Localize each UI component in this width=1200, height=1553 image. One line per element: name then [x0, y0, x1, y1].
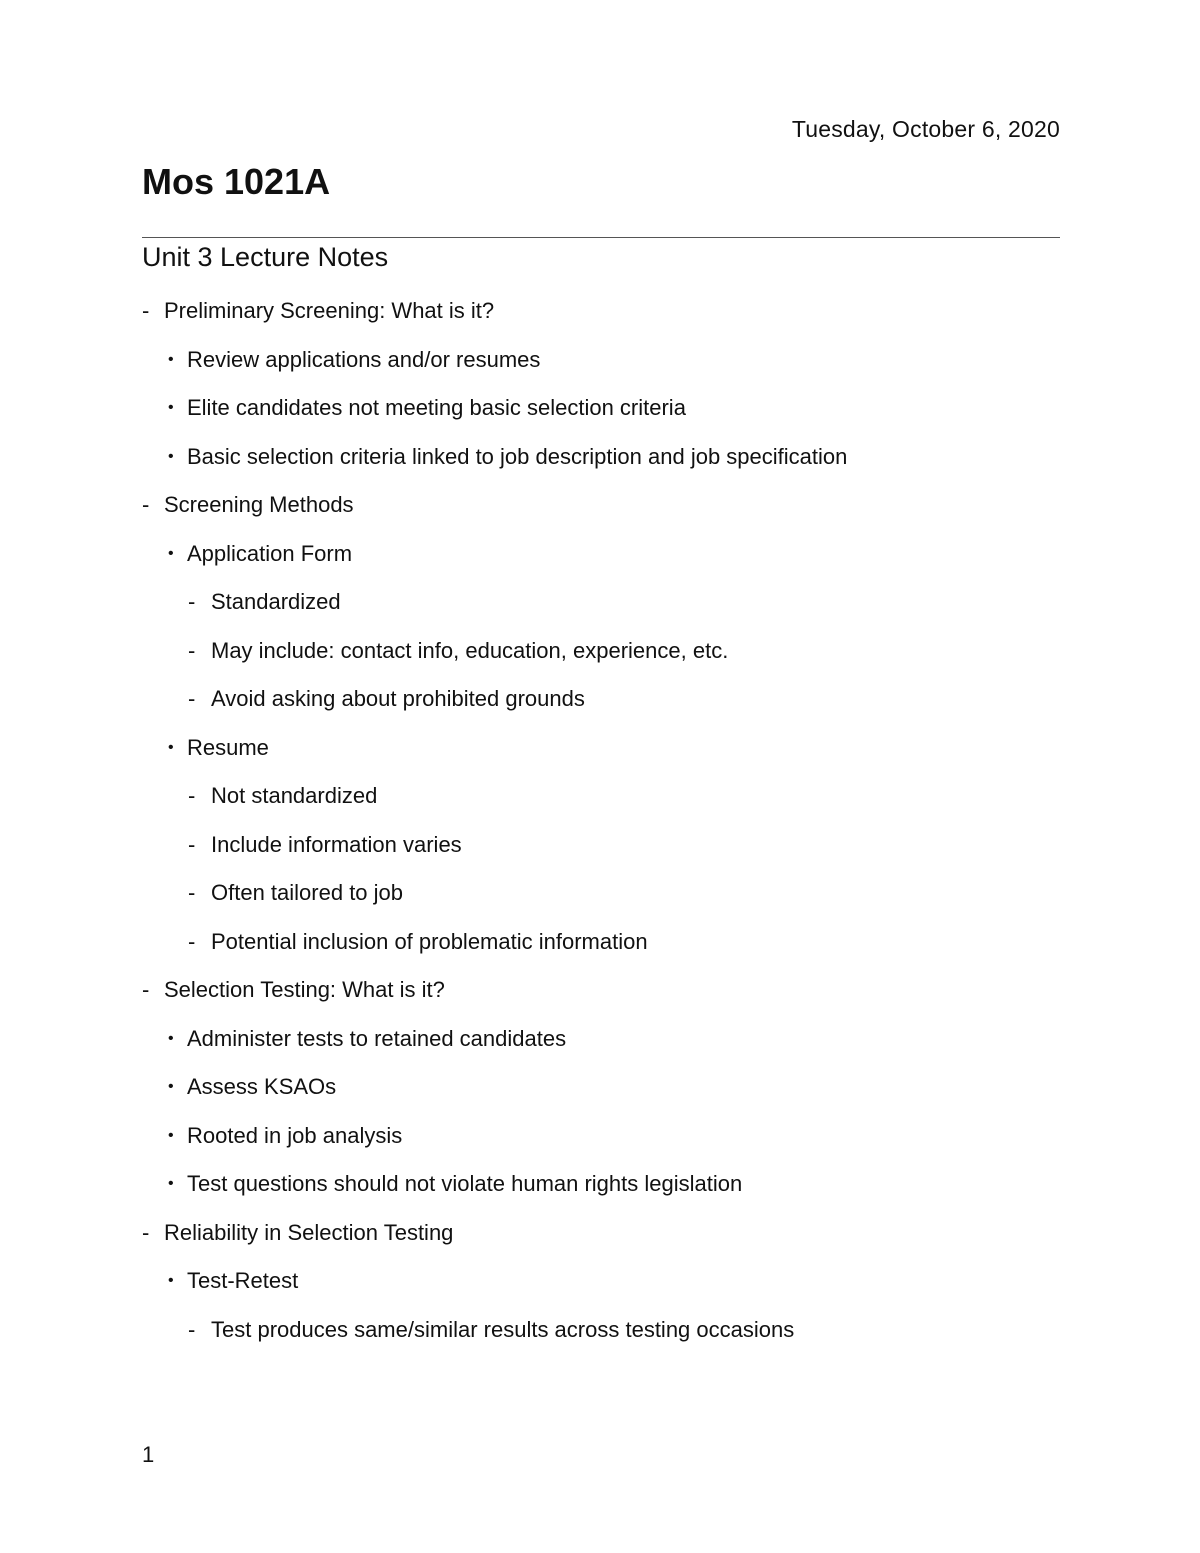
outline-item-level-2 — [142, 440, 1082, 489]
outline-item-level-2 — [142, 1070, 1082, 1119]
outline-item-text: Reliability in Selection Testing — [164, 1219, 454, 1245]
outline-item-level-2 — [142, 1167, 1082, 1216]
dash-marker: - — [188, 928, 196, 954]
outline-item-text: Test-Retest — [187, 1268, 299, 1293]
outline-item-text: Assess KSAOs — [187, 1074, 337, 1099]
outline-item-text: Resume — [187, 734, 269, 760]
outline-item-text: Standardized — [211, 589, 341, 614]
outline-item-text: Test questions should not violate human rights legislation — [187, 1171, 743, 1196]
bullet-marker: • — [168, 1272, 174, 1289]
outline-item-text: Screening Methods — [164, 492, 354, 517]
dash-marker: - — [142, 492, 150, 517]
dash-marker: - — [188, 637, 196, 663]
dash-marker: - — [188, 686, 196, 711]
bullet-marker: • — [168, 1126, 174, 1144]
bullet-marker: • — [168, 399, 174, 416]
outline-item-level-3 — [142, 1313, 1082, 1362]
dash-marker: - — [188, 831, 196, 857]
outline-item-text: Often tailored to job — [211, 880, 404, 905]
outline-item-level-2 — [142, 1119, 1082, 1168]
outline-item-text: Application Form — [187, 540, 353, 566]
outline-item-level-2 — [142, 391, 1082, 440]
outline-item-level-3 — [142, 925, 1082, 974]
outline-item-text: Test produces same/similar results across testing occasions — [211, 1316, 795, 1342]
outline-item-level-2 — [142, 1022, 1082, 1071]
dash-marker: - — [188, 1316, 196, 1342]
document-date: Tuesday, October 6, 2020 — [791, 116, 1060, 142]
outline-item-text: Include information varies — [211, 831, 462, 857]
outline-item-text: Administer tests to retained candidates — [187, 1025, 567, 1051]
outline-item-level-3 — [142, 634, 1082, 683]
outline-item-level-3 — [142, 876, 1082, 925]
outline-item-level-1 — [142, 294, 1082, 343]
outline-item-text: Selection Testing: What is it? — [164, 977, 445, 1002]
outline-item-level-1 — [142, 973, 1082, 1022]
outline-item-text: Preliminary Screening: What is it? — [164, 298, 495, 323]
outline-item-level-1 — [142, 488, 1082, 537]
dash-marker: - — [188, 589, 196, 614]
dash-marker: - — [188, 880, 196, 905]
outline-item-level-3 — [142, 682, 1082, 731]
bullet-marker: • — [168, 738, 174, 756]
outline-item-level-2 — [142, 343, 1082, 392]
notes-outline — [142, 294, 1082, 1361]
bullet-marker: • — [168, 1029, 174, 1047]
bullet-marker: • — [168, 350, 174, 368]
outline-item-text: Basic selection criteria linked to job description and job specification — [187, 443, 848, 469]
bullet-marker: • — [168, 1175, 174, 1192]
title-divider — [142, 237, 1060, 238]
dash-marker: - — [142, 298, 150, 323]
outline-item-text: Elite candidates not meeting basic selection criteria — [187, 395, 686, 420]
document-title: Mos 1021A — [142, 161, 331, 202]
outline-item-level-1 — [142, 1216, 1082, 1265]
outline-item-text: Avoid asking about prohibited grounds — [211, 686, 585, 711]
outline-item-text: Review applications and/or resumes — [187, 346, 541, 372]
bullet-marker: • — [168, 447, 174, 465]
dash-marker: - — [142, 977, 150, 1002]
page-number: 1 — [142, 1442, 155, 1467]
bullet-marker: • — [168, 544, 174, 562]
outline-item-text: Potential inclusion of problematic information — [211, 928, 648, 954]
outline-item-level-3 — [142, 828, 1082, 877]
outline-item-level-3 — [142, 779, 1082, 828]
bullet-marker: • — [168, 1078, 174, 1095]
outline-item-text: Not standardized — [211, 783, 378, 808]
outline-item-level-2 — [142, 537, 1082, 586]
document-subtitle: Unit 3 Lecture Notes — [142, 242, 389, 272]
outline-item-text: Rooted in job analysis — [187, 1122, 403, 1148]
dash-marker: - — [188, 783, 196, 808]
outline-item-level-2 — [142, 1264, 1082, 1313]
dash-marker: - — [142, 1219, 150, 1245]
outline-item-level-2 — [142, 731, 1082, 780]
outline-item-level-3 — [142, 585, 1082, 634]
outline-item-text: May include: contact info, education, experience, etc. — [211, 637, 729, 663]
